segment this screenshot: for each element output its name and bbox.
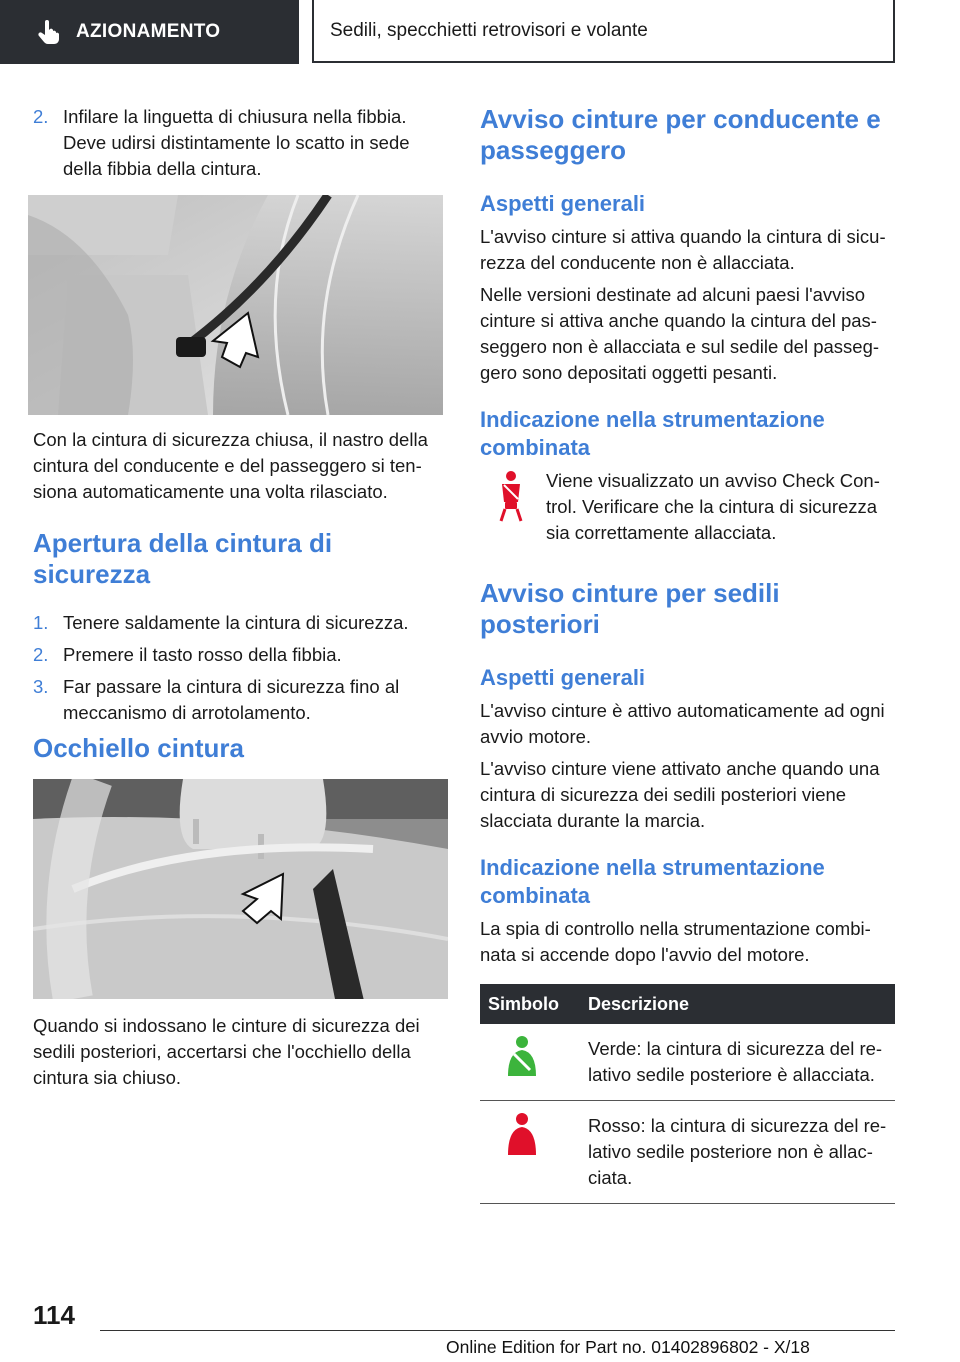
rear-warning-heading: Avviso cinture per sedili posteriori bbox=[480, 578, 780, 639]
general-heading-1: Aspetti generali bbox=[480, 191, 646, 216]
belt-loop-photo bbox=[33, 779, 448, 999]
section-tab bbox=[0, 0, 299, 64]
opening-step: 2. Premere il tasto rosso della fibbia. bbox=[33, 644, 342, 665]
edition-note: Online Edition for Part no. 01402896802 - X/18 bbox=[446, 1337, 810, 1357]
step-number: 2. bbox=[33, 106, 49, 127]
opening-section bbox=[33, 528, 448, 726]
driver-warning-heading: Avviso cinture per conducente e passeggero bbox=[480, 104, 881, 165]
footer-divider bbox=[100, 1330, 895, 1331]
table-row bbox=[480, 1024, 895, 1101]
opening-step: 3. Far passare la cintura di sicurezza fino al meccanismo di arrotolamento. bbox=[33, 676, 400, 723]
general1-p1: L'avviso cinture si attiva quando la cintura di sicu-rezza del conducente non è allacciata. bbox=[480, 226, 886, 273]
loop-section bbox=[33, 733, 448, 764]
display2-text: La spia di controllo nella strumentazione combi-nata si accende dopo l'avvio del motore. bbox=[480, 918, 871, 965]
row-text: Verde: la cintura di sicurezza del re-lativo sedile posteriore è allacciata. bbox=[580, 1024, 895, 1101]
display-heading-1: Indicazione nella strumentazione combinata bbox=[480, 407, 825, 460]
red-belt-unfastened-icon bbox=[506, 1113, 538, 1159]
col-symbol: Simbolo bbox=[480, 984, 580, 1024]
symbol-table bbox=[480, 984, 895, 1204]
display-heading-2: Indicazione nella strumentazione combinata bbox=[480, 855, 825, 908]
table-row bbox=[480, 1101, 895, 1204]
page-number: 114 bbox=[33, 1300, 75, 1330]
right-column bbox=[480, 104, 895, 1204]
opening-heading: Apertura della cintura di sicurezza bbox=[33, 528, 333, 589]
row-text: Rosso: la cintura di sicurezza del re-lativo sedile posteriore non è allac-ciata. bbox=[580, 1101, 895, 1204]
hand-pointer-icon bbox=[36, 19, 62, 45]
rear-seat-illustration bbox=[33, 779, 448, 999]
seatbelt-warning-icon bbox=[496, 470, 526, 522]
section-title: AZIONAMENTO bbox=[76, 21, 221, 42]
chapter-title: Sedili, specchietti retrovisori e volante bbox=[330, 19, 648, 41]
step-text: Infilare la linguetta di chiusura nella fibbia. Deve udirsi distintamente lo scatto in sede della fibbia della cintura. bbox=[63, 106, 410, 179]
photo2-caption: Quando si indossano le cinture di sicurezza dei sedili posteriori, accertarsi che l'occhiello della cintura sia chiuso. bbox=[33, 1015, 420, 1088]
seatbelt-buckle-photo bbox=[28, 195, 443, 415]
general1-p2: Nelle versioni destinate ad alcuni paesi l'avviso cinture si attiva anche quando la cintura del pas-seggero non è allacciata e sul sedile del passeg-gero sono depositati oggetti pesanti. bbox=[480, 284, 880, 383]
col-description: Descrizione bbox=[580, 984, 895, 1024]
display1-block bbox=[480, 468, 895, 546]
general2-p2: L'avviso cinture viene attivato anche quando una cintura di sicurezza dei sedili posteriori viene slacciata durante la marcia. bbox=[480, 758, 880, 831]
left-step-2 bbox=[33, 104, 448, 182]
display1-text: Viene visualizzato un avviso Check Con-trol. Verificare che la cintura di sicurezza sia correttamente allacciata. bbox=[546, 470, 880, 543]
photo1-caption: Con la cintura di sicurezza chiusa, il nastro della cintura del conducente e del passeggero si ten-siona automaticamente una volta rilasciato. bbox=[33, 429, 428, 502]
green-belt-fastened-icon bbox=[506, 1036, 538, 1080]
chapter-title-box bbox=[312, 0, 895, 63]
general-heading-2: Aspetti generali bbox=[480, 665, 646, 690]
seat-interior-illustration bbox=[28, 195, 443, 415]
general2-p1: L'avviso cinture è attivo automaticamente ad ogni avvio motore. bbox=[480, 700, 885, 747]
opening-step: 1. Tenere saldamente la cintura di sicurezza. bbox=[33, 612, 409, 633]
loop-heading: Occhiello cintura bbox=[33, 733, 244, 763]
